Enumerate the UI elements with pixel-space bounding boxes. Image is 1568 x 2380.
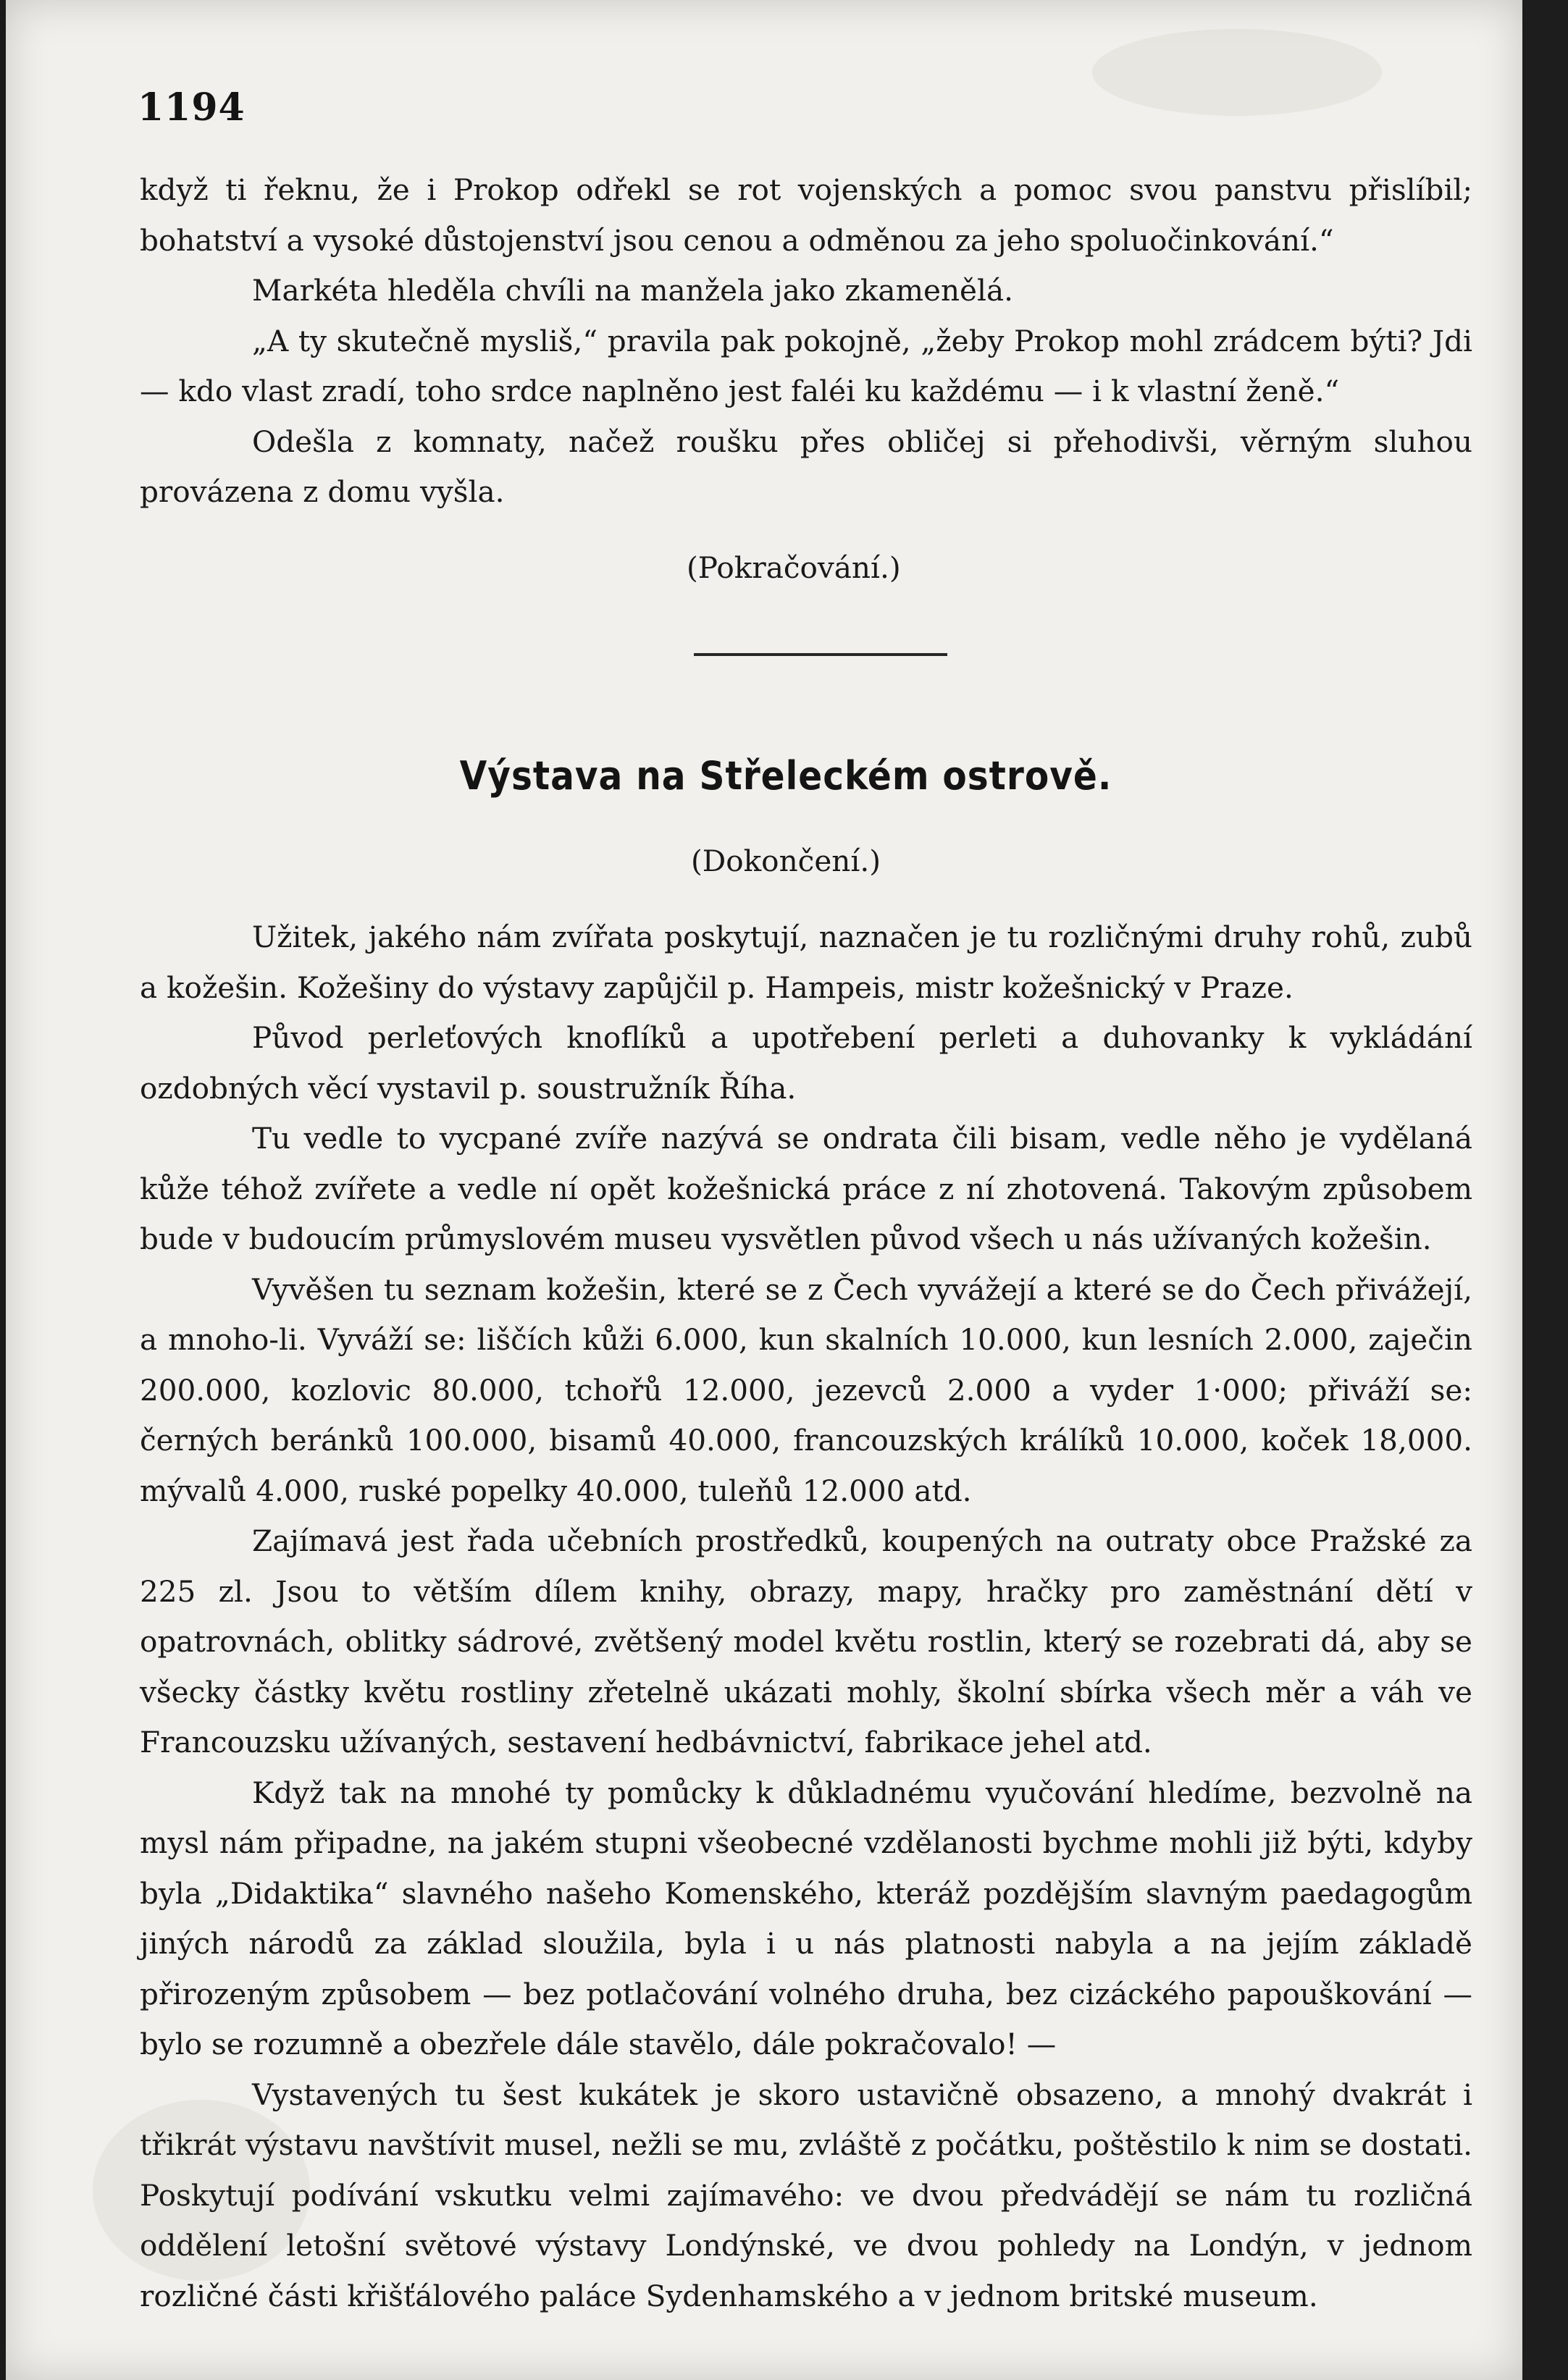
story-paragraph: Markéta hleděla chvíli na manžela jako zkamenělá. (252, 273, 1013, 308)
section-divider (694, 653, 947, 656)
continuation-note: (Pokračování.) (687, 550, 901, 585)
article-paragraph: Užitek, jakého nám zvířata poskytují, naznačen je tu rozličnými druhy rohů, zubů a kožešin. Kožešiny do výstavy zapůjčil p. Hampeis, mistr kožešnický v Praze. (140, 920, 1472, 1005)
article-paragraph: Původ perleťových knoflíků a upotřebení perleti a duhovanky k vykládání ozdobných věcí vystavil p. soustružník Říha. (140, 1020, 1472, 1106)
story-ending (140, 165, 1472, 518)
scan-border (1522, 0, 1568, 2380)
article-title: Výstava na Střeleckém ostrově. (459, 753, 1112, 799)
story-paragraph: Odešla z komnaty, načež roušku přes obličej si přehodivši, věrným sluhou provázena z domu vyšla. (140, 424, 1472, 509)
article-paragraph: Zajímavá jest řada učebních prostředků, koupených na outraty obce Pražské za 225 zl. Jsou to větším dílem knihy, obrazy, mapy, hračky pro zaměstnání dětí v opatrovnách, oblitky sádrové, zvětšený model květu rostlin, který se rozebrati dá, aby se všecky částky květu rostliny zřetelně ukázati mohly, školní sbírka všech měr a váh ve Francouzsku užívaných, sestavení hedbávnictví, fabrikace jehel atd. (140, 1523, 1472, 1759)
story-paragraph: když ti řeknu, že i Prokop odřekl se rot vojenských a pomoc svou panstvu přislíbil; bohatství a vysoké důstojenství jsou cenou a odměnou za jeho spoluočinkování.“ (140, 172, 1472, 258)
page-number: 1194 (138, 85, 246, 130)
article-paragraph: Když tak na mnohé ty pomůcky k důkladnému vyučování hledíme, bezvolně na mysl nám připadne, na jakém stupni všeobecné vzdělanosti bychme mohli již býti, kdyby byla „Didaktika“ slavného našeho Komenského, kteráž pozdějším slavným paedagogům jiných národů za základ sloužila, byla i u nás platnosti nabyla a na jejím základě přirozeným způsobem — bez potlačování volného druha, bez cizáckého papouškování — bylo se rozumně a obezřele dále stavělo, dále pokračovalo! — (140, 1775, 1472, 2061)
paper-stain (1092, 29, 1382, 116)
article-paragraph: Vystavených tu šest kukátek je skoro ustavičně obsazeno, a mnohý dvakrát i třikrát výstavu navštívit musel, nežli se mu, zvláště z počátku, poštěstilo k nim se dostati. Poskytují podívání vskutku velmi zajímavého: ve dvou předvádějí se nám tu rozličná oddělení letošní světové výstavy Londýnské, ve dvou pohledy na Londýn, v jednom rozličné části křišťálového paláce Sydenhamského a v jednom britské museum. (140, 2077, 1472, 2313)
article-paragraph: Vyvěšen tu seznam kožešin, které se z Čech vyvážejí a které se do Čech přivážejí, a mnoho-li. Vyváží se: liščích kůži 6.000, kun skalních 10.000, kun lesních 2.000, zaječin 200.000, kozlovic 80.000, tchořů 12.000, jezevců 2.000 a vyder 1·000; přiváží se: černých beránků 100.000, bisamů 40.000, francouzských králíků 10.000, koček 18,000. mývalů 4.000, ruské popelky 40.000, tuleňů 12.000 atd. (140, 1271, 1472, 1508)
article-body (140, 912, 1472, 2321)
story-paragraph: „A ty skutečně mysliš,“ pravila pak pokojně, „žeby Prokop mohl zrádcem býti? Jdi — kdo vlast zradí, toho srdce naplněno jest faléi ku každému — i k vlastní ženě.“ (140, 323, 1472, 408)
article-paragraph: Tu vedle to vycpané zvíře nazývá se ondrata čili bisam, vedle něho je vydělaná kůže téhož zvířete a vedle ní opět kožešnická práce z ní zhotovená. Takovým způsobem bude v budoucím průmyslovém museu vysvětlen původ všech u nás užívaných kožešin. (140, 1121, 1472, 1256)
article-subtitle: (Dokončení.) (690, 844, 881, 878)
scanned-page (6, 0, 1522, 2380)
